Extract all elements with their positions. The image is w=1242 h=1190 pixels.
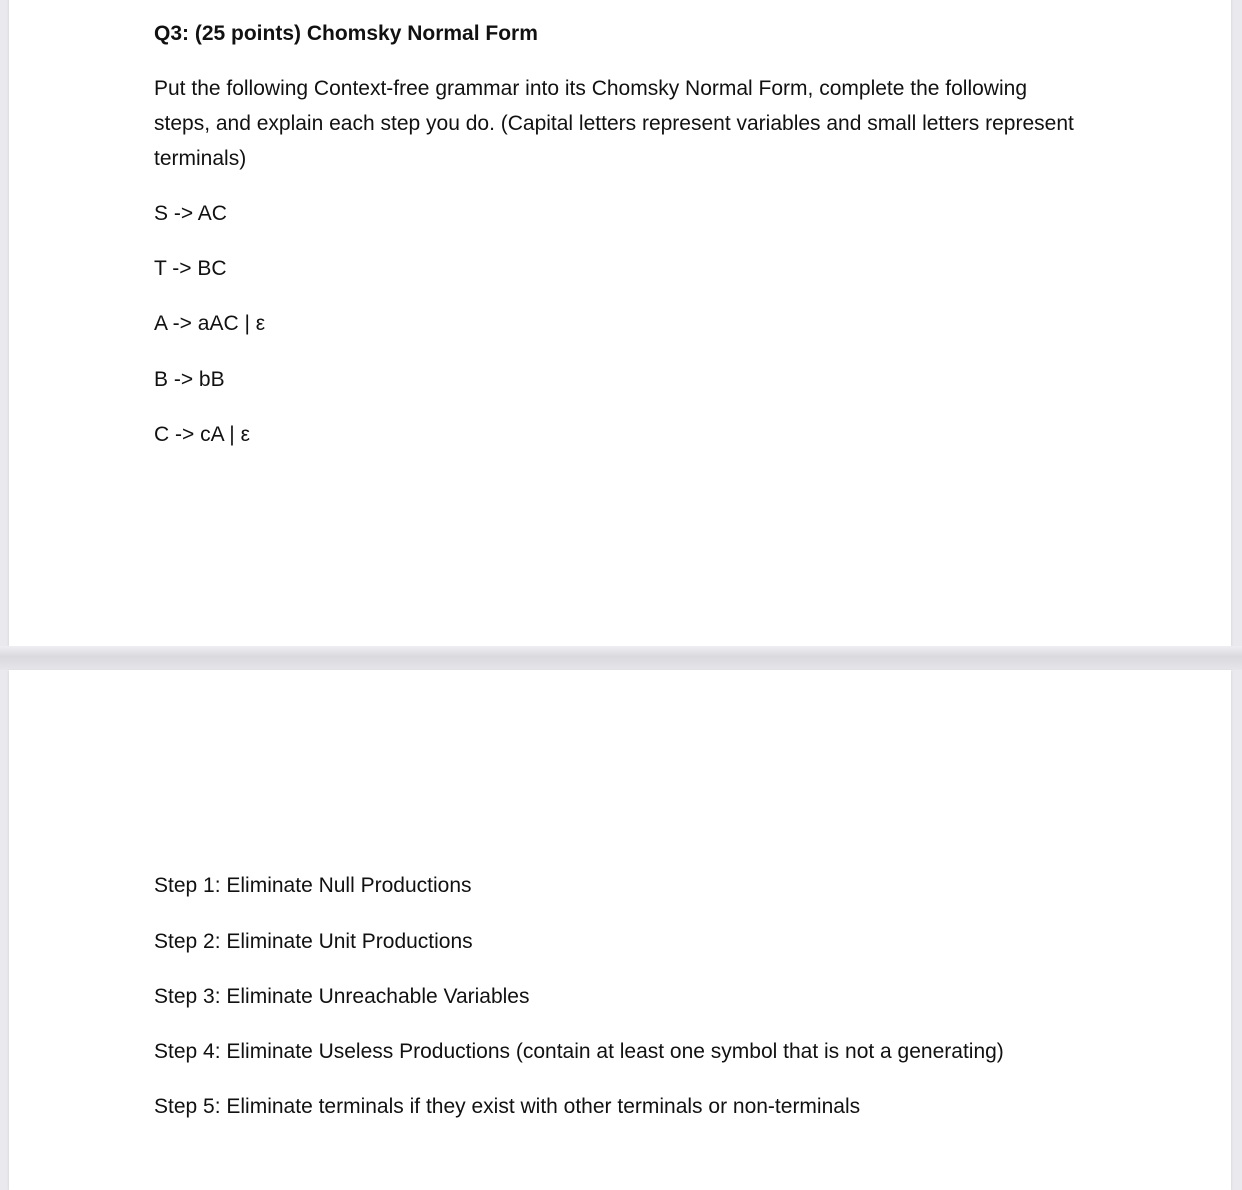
question-instructions: Put the following Context-free grammar into its Chomsky Normal Form, complete the following steps, and explain each step you do. (Capital letters represent variables and small letters represent terminals)	[154, 77, 1074, 170]
page-separator	[0, 646, 1242, 670]
document-page-2	[9, 670, 1231, 1190]
grammar-rule: A -> aAC | ε	[154, 312, 266, 335]
step-item: Step 3: Eliminate Unreachable Variables	[154, 985, 530, 1008]
question-title: Q3: (25 points) Chomsky Normal Form	[154, 22, 538, 45]
step-item: Step 4: Eliminate Useless Productions (contain at least one symbol that is not a generating)	[154, 1040, 1004, 1063]
grammar-rule: T -> BC	[154, 257, 227, 280]
step-item: Step 5: Eliminate terminals if they exist with other terminals or non-terminals	[154, 1095, 861, 1118]
document-page-1	[9, 0, 1231, 646]
step-item: Step 1: Eliminate Null Productions	[154, 874, 472, 897]
grammar-rule: S -> AC	[154, 202, 227, 225]
grammar-rule: C -> cA | ε	[154, 423, 250, 446]
step-item: Step 2: Eliminate Unit Productions	[154, 930, 473, 953]
grammar-rule: B -> bB	[154, 368, 225, 391]
